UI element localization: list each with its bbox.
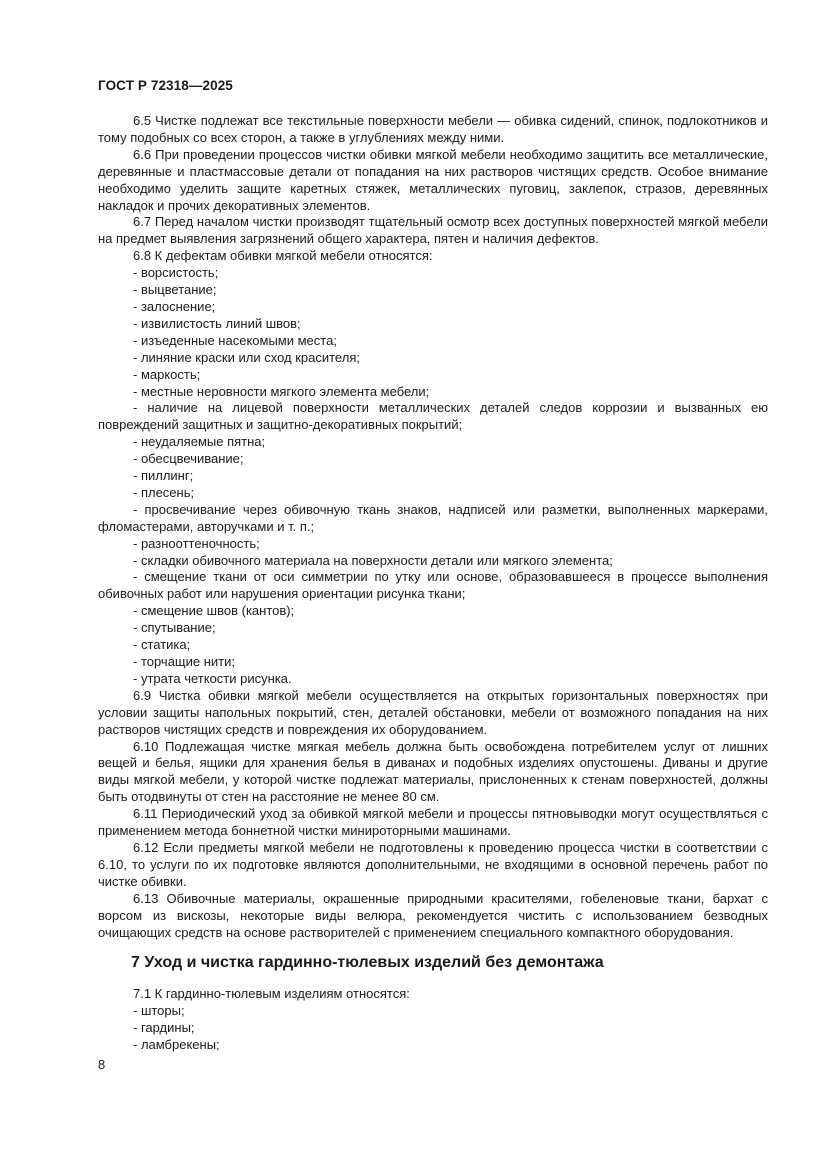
list-item: - местные неровности мягкого элемента мебели; bbox=[133, 383, 430, 399]
list-item: - просвечивание через обивочную ткань знаков, надписей или разметки, выполненных маркерами, фломастерами, авторучками и т. п.; bbox=[98, 501, 768, 534]
paragraph-6-10: 6.10 Подлежащая чистке мягкая мебель должна быть освобождена потребителем услуг от лишних вещей и белья, ящики для хранения белья в диванах и подобных изделиях опустошены. Диваны и другие виды мягкой мебели, у которой чистке подлежат материалы, прислоненных к стенам поверхностей, должны быть отодвинуты от стен на расстояние не менее 80 см. bbox=[98, 738, 768, 805]
list-item: - статика; bbox=[133, 637, 191, 653]
document-code-header: ГОСТ Р 72318—2025 bbox=[98, 78, 233, 93]
paragraph-6-12: 6.12 Если предметы мягкой мебели не подготовлены к проведению процесса чистки в соответствии с 6.10, то услуги по их подготовке являются дополнительными, не входящими в основной перечень работ по чистке обивки. bbox=[98, 839, 768, 889]
list-item: - складки обивочного материала на поверхности детали или мягкого элемента; bbox=[133, 552, 613, 568]
list-item: - разнооттеночность; bbox=[133, 535, 260, 551]
list-item: - неудаляемые пятна; bbox=[133, 434, 266, 450]
list-item: - выцветание; bbox=[133, 282, 217, 298]
paragraph-6-7: 6.7 Перед началом чистки производят тщательный осмотр всех доступных поверхностей мягкой мебели на предмет выявления загрязнений общего характера, пятен и наличия дефектов. bbox=[98, 214, 768, 247]
list-item: - извилистость линий швов; bbox=[133, 315, 301, 331]
list-item: - плесень; bbox=[133, 484, 195, 500]
paragraph-6-6: 6.6 При проведении процессов чистки обивки мягкой мебели необходимо защитить все металлические, деревянные и пластмассовые детали от попадания на них растворов чистящих средств. Особое внимание необходимо уделить защите каретных стяжек, металлических пуговиц, заклепок, стразов, деревянных накладок и прочих декоративных элементов. bbox=[98, 146, 768, 213]
list-item: - шторы; bbox=[133, 1002, 185, 1018]
paragraph-6-13: 6.13 Обивочные материалы, окрашенные природными красителями, гобеленовые ткани, бархат с ворсом из вискозы, некоторые виды велюра, рекомендуется чистить с использованием безводных очищающих средств на основе растворителей с применением специального компактного оборудования. bbox=[98, 890, 768, 940]
list-item: - линяние краски или сход красителя; bbox=[133, 349, 360, 365]
list-item: - ламбрекены; bbox=[133, 1036, 220, 1052]
paragraph-6-9: 6.9 Чистка обивки мягкой мебели осуществляется на открытых горизонтальных поверхностях при условии защиты напольных покрытий, стен, деталей обстановки, мебели от возможного попадания на них растворов чистящих средств и повреждения их оборудованием. bbox=[98, 687, 768, 737]
list-item: - гардины; bbox=[133, 1019, 195, 1035]
list-item: - маркость; bbox=[133, 366, 201, 382]
paragraph-7-1: 7.1 К гардинно-тюлевым изделиям относятся: bbox=[133, 986, 410, 1001]
list-item: - ворсистость; bbox=[133, 265, 219, 281]
list-item: - утрата четкости рисунка. bbox=[133, 670, 292, 686]
list-item: - спутывание; bbox=[133, 620, 216, 636]
document-body bbox=[98, 113, 768, 941]
list-item: - обесцвечивание; bbox=[133, 451, 244, 467]
section-7-body bbox=[98, 986, 768, 1054]
defects-list bbox=[98, 265, 768, 688]
page-number: 8 bbox=[98, 1057, 106, 1072]
paragraph-6-8: 6.8 К дефектам обивки мягкой мебели относятся: bbox=[133, 248, 433, 264]
paragraph-6-11: 6.11 Периодический уход за обивкой мягкой мебели и процессы пятновыводки могут осуществляться с применением метода боннетной чистки минироторными машинами. bbox=[98, 806, 768, 839]
paragraph-6-5: 6.5 Чистке подлежат все текстильные поверхности мебели — обивка сидений, спинок, подлокотников и тому подобных со всех сторон, а также в углублениях между ними. bbox=[98, 113, 768, 145]
list-item: - торчащие нити; bbox=[133, 654, 235, 669]
list-item: - пиллинг; bbox=[133, 468, 194, 484]
list-item: - залоснение; bbox=[133, 298, 216, 314]
section-7-heading: 7 Уход и чистка гардинно-тюлевых изделий без демонтажа bbox=[131, 954, 604, 971]
list-item: - смещение ткани от оси симметрии по утку или основе, образовавшееся в процессе выполнения обивочных работ или нарушения ориентации рисунка ткани; bbox=[98, 569, 768, 602]
list-item: - смещение швов (кантов); bbox=[133, 603, 295, 619]
list-item: - изъеденные насекомыми места; bbox=[133, 332, 337, 348]
list-item: - наличие на лицевой поверхности металлических деталей следов коррозии и вызванных ею повреждений защитных и защитно-декоративных покрытий; bbox=[98, 400, 768, 433]
